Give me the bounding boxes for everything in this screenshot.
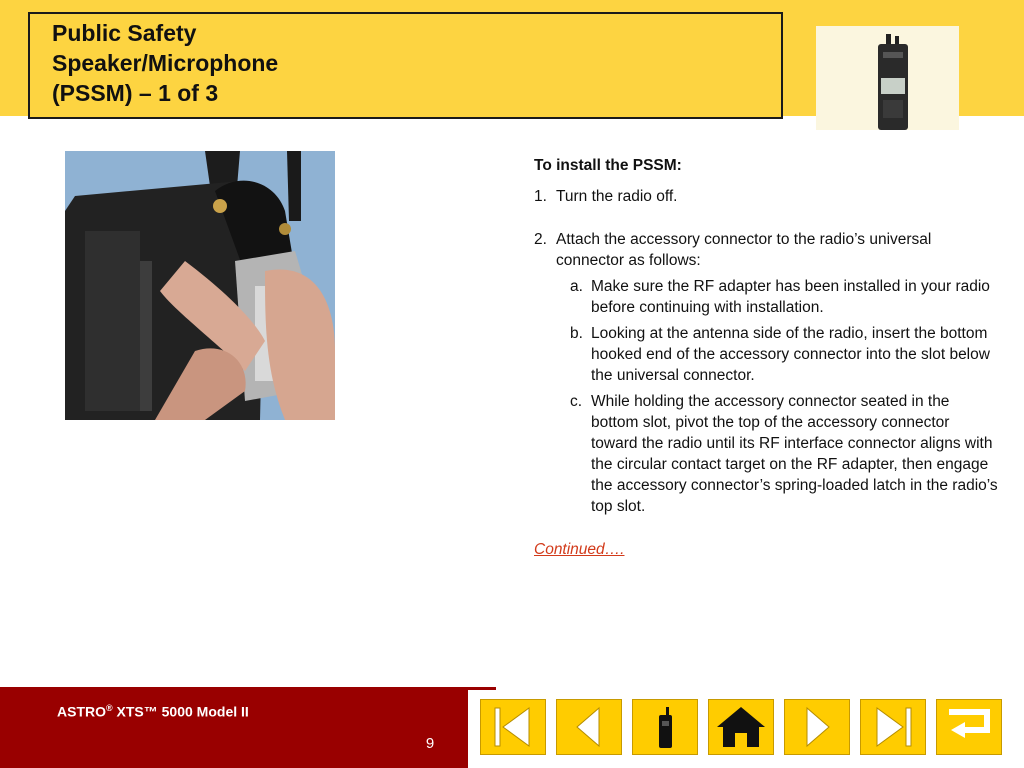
footer-band (0, 687, 496, 768)
pssm-installation-photo (65, 151, 335, 420)
previous-page-button[interactable] (556, 699, 622, 755)
title-line-2: Speaker/Microphone (52, 50, 279, 76)
instructions-heading: To install the PSSM: (534, 157, 682, 174)
page-number: 9 (425, 735, 435, 752)
home-icon (709, 700, 773, 754)
radio-menu-button[interactable] (632, 699, 698, 755)
instructions (534, 155, 999, 560)
last-page-button[interactable] (860, 699, 926, 755)
previous-page-icon (557, 700, 621, 754)
step-number: 2. (534, 231, 547, 248)
first-page-button[interactable] (480, 699, 546, 755)
return-button[interactable] (936, 699, 1002, 755)
substep-letter: c. (570, 393, 583, 410)
last-page-icon (861, 700, 925, 754)
product-name (57, 703, 249, 720)
substep-a (570, 276, 999, 318)
step-2 (534, 229, 999, 271)
title-line-1: Public Safety (52, 20, 197, 46)
radio-icon (633, 700, 697, 754)
substep-letter: b. (570, 325, 583, 342)
next-page-icon (785, 700, 849, 754)
home-button[interactable] (708, 699, 774, 755)
product-prefix: ASTRO (57, 703, 106, 720)
substep-text: Looking at the antenna side of the radio, insert the bottom hooked end of the accessory connector into the slot below the universal connector. (591, 325, 990, 384)
page-title (52, 18, 278, 108)
substep-text: Make sure the RF adapter has been installed in your radio before continuing with installation. (591, 278, 990, 316)
step-1 (534, 186, 999, 207)
next-page-button[interactable] (784, 699, 850, 755)
step-text: Attach the accessory connector to the radio’s universal connector as follows: (556, 231, 932, 269)
registered-mark: ® (106, 703, 113, 713)
step-text: Turn the radio off. (556, 188, 678, 205)
continued-link[interactable]: Continued…. (534, 541, 625, 558)
first-page-icon (481, 700, 545, 754)
radio-thumbnail (816, 26, 959, 130)
substep-b (570, 323, 999, 386)
substep-text: While holding the accessory connector seated in the bottom slot, pivot the top of the accessory connector toward the radio until its RF interface connector aligns with the circular contact target on the RF adapter, then engage the accessory connector’s spring-loaded latch in the radio’s top slot. (591, 393, 998, 515)
hands-attaching-connector-image (65, 151, 335, 420)
substep-letter: a. (570, 278, 583, 295)
return-icon (937, 700, 1001, 754)
product-suffix: XTS™ 5000 Model II (112, 703, 249, 720)
substep-c (570, 391, 999, 517)
radio-thumbnail-image (816, 26, 959, 130)
title-line-3: (PSSM) – 1 of 3 (52, 80, 219, 106)
step-number: 1. (534, 188, 547, 205)
